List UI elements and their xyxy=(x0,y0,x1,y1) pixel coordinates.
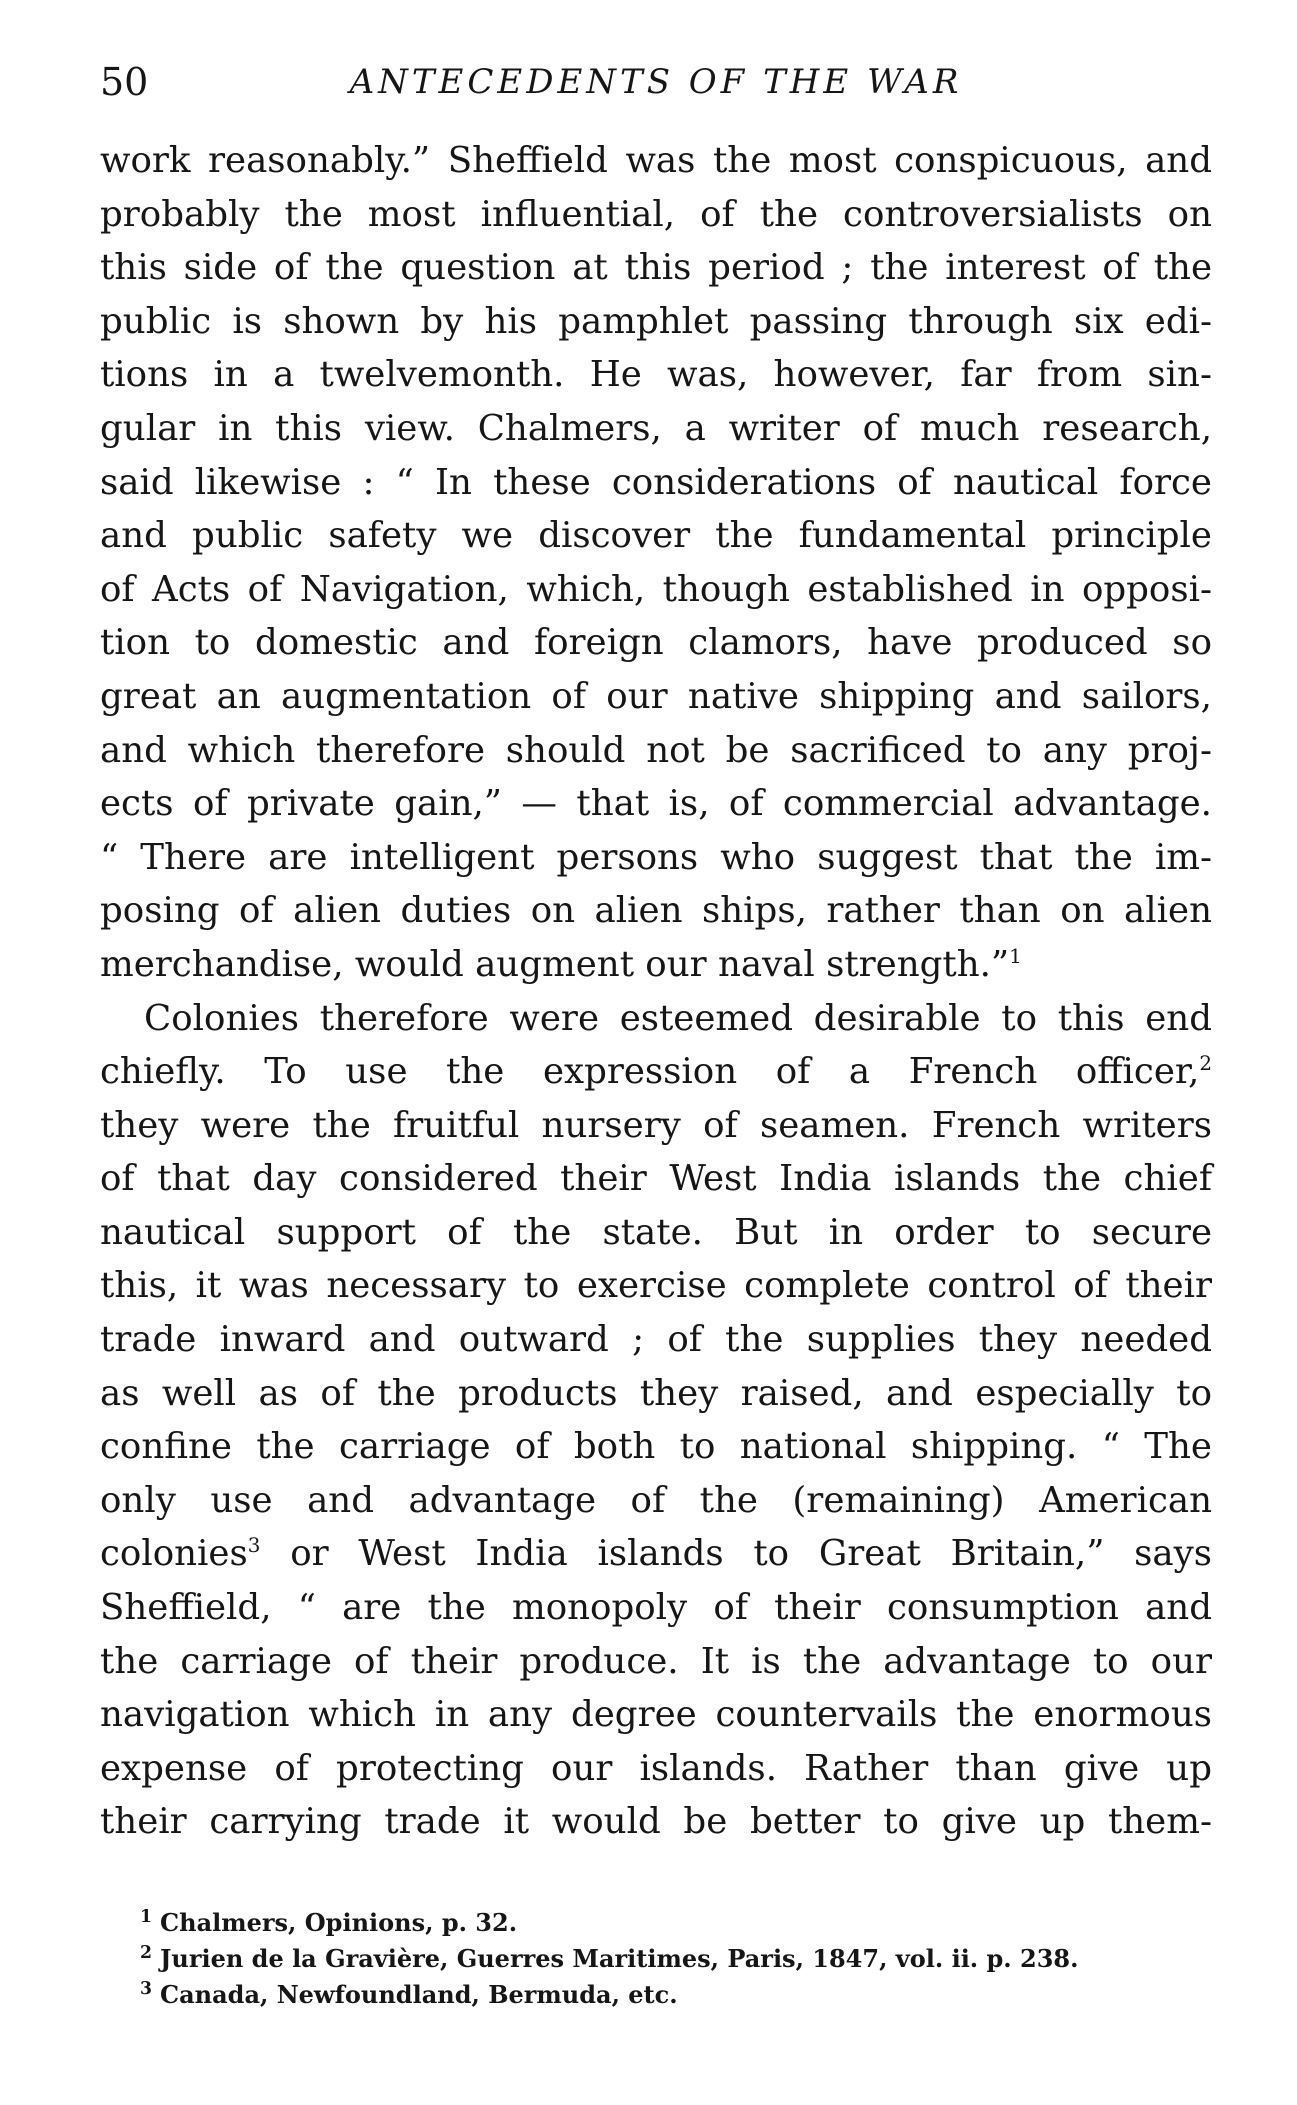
text-line: this, it was necessary to exercise complete control of their xyxy=(100,1265,1212,1307)
footnote-ref-1: 1 xyxy=(1009,945,1022,969)
text-line: posing of alien duties on alien ships, rather than on alien xyxy=(100,890,1212,932)
text-line: the carriage of their produce. It is the advantage to our xyxy=(100,1640,1212,1682)
footnote-mark: 1 xyxy=(140,1907,153,1927)
text-line: tion to domestic and foreign clamors, have produced so xyxy=(100,622,1212,664)
text-line: their carrying trade it would be better to give up them- xyxy=(100,1801,1212,1843)
paragraph-first-line: Colonies therefore were esteemed desirable to this end xyxy=(144,997,1212,1039)
text-line-with-footnote xyxy=(100,938,1212,992)
running-title: ANTECEDENTS OF THE WAR xyxy=(349,62,963,102)
text-line: tions in a twelvemonth. He was, however, far from sin- xyxy=(100,354,1212,396)
text-line: “ There are intelligent persons who suggest that the im- xyxy=(100,836,1212,878)
text-line: said likewise : “ In these considerations of nautical force xyxy=(100,461,1212,503)
footnote-ref-2: 2 xyxy=(1199,1052,1212,1076)
text-line: this side of the question at this period ; the interest of the xyxy=(100,247,1212,289)
footnote-2 xyxy=(140,1941,1190,1977)
text-line: and public safety we discover the fundamental principle xyxy=(100,515,1212,557)
text-line-with-footnote xyxy=(100,1527,1212,1581)
text-line: they were the fruitful nursery of seamen. French writers xyxy=(100,1104,1212,1146)
footnote-3 xyxy=(140,1977,1190,2013)
text-line: of that day considered their West India islands the chief xyxy=(100,1158,1212,1200)
footnote-mark: 2 xyxy=(140,1943,153,1963)
text-line: nautical support of the state. But in order to secure xyxy=(100,1211,1212,1253)
text-line: expense of protecting our islands. Rather than give up xyxy=(100,1747,1212,1789)
text-line: public is shown by his pamphlet passing through six edi- xyxy=(100,300,1212,342)
text-line: only use and advantage of the (remaining) American xyxy=(100,1479,1212,1521)
text-line: trade inward and outward ; of the supplies they needed xyxy=(100,1319,1212,1361)
page-header xyxy=(100,52,1212,112)
footnote-mark: 3 xyxy=(140,1979,153,1999)
footnote-text: Chalmers, Opinions, p. 32. xyxy=(160,1908,518,1937)
footnote-text: Jurien de la Gravière, Guerres Maritimes, Paris, 1847, vol. ii. p. 238. xyxy=(160,1944,1079,1973)
text-line: confine the carriage of both to national shipping. “ The xyxy=(100,1426,1212,1468)
text-line: gular in this view. Chalmers, a writer of much research, xyxy=(100,407,1212,449)
text-line: and which therefore should not be sacrificed to any proj- xyxy=(100,729,1212,771)
footnotes xyxy=(140,1905,1190,2013)
footnote-text: Canada, Newfoundland, Bermuda, etc. xyxy=(160,1980,678,2009)
footnote-ref-3: 3 xyxy=(247,1534,261,1558)
text-line: Sheffield, “ are the monopoly of their consumption and xyxy=(100,1587,1212,1629)
text-line-with-footnote xyxy=(100,1045,1212,1099)
text-line: probably the most influential, of the controversialists on xyxy=(100,193,1212,235)
text-line: great an augmentation of our native shipping and sailors, xyxy=(100,675,1212,717)
text-line-content: or West India islands to Great Britain,” says xyxy=(260,1533,1212,1575)
page-number: 50 xyxy=(100,60,149,104)
text-line-content: merchandise, would augment our naval strength.” xyxy=(100,943,1010,985)
text-line: of Acts of Navigation, which, though established in opposi- xyxy=(100,568,1212,610)
text-line-content: colonies xyxy=(100,1533,248,1575)
text-line: as well as of the products they raised, and especially to xyxy=(100,1372,1212,1414)
footnote-1 xyxy=(140,1905,1190,1941)
text-line: work reasonably.” Sheffield was the most conspicuous, and xyxy=(100,140,1212,181)
text-line-content: chiefly. To use the expression of a French officer, xyxy=(100,1051,1200,1093)
text-line: navigation which in any degree countervails the enormous xyxy=(100,1694,1212,1736)
body-text xyxy=(100,134,1212,1849)
text-line: ects of private gain,” — that is, of commercial advantage. xyxy=(100,783,1212,825)
